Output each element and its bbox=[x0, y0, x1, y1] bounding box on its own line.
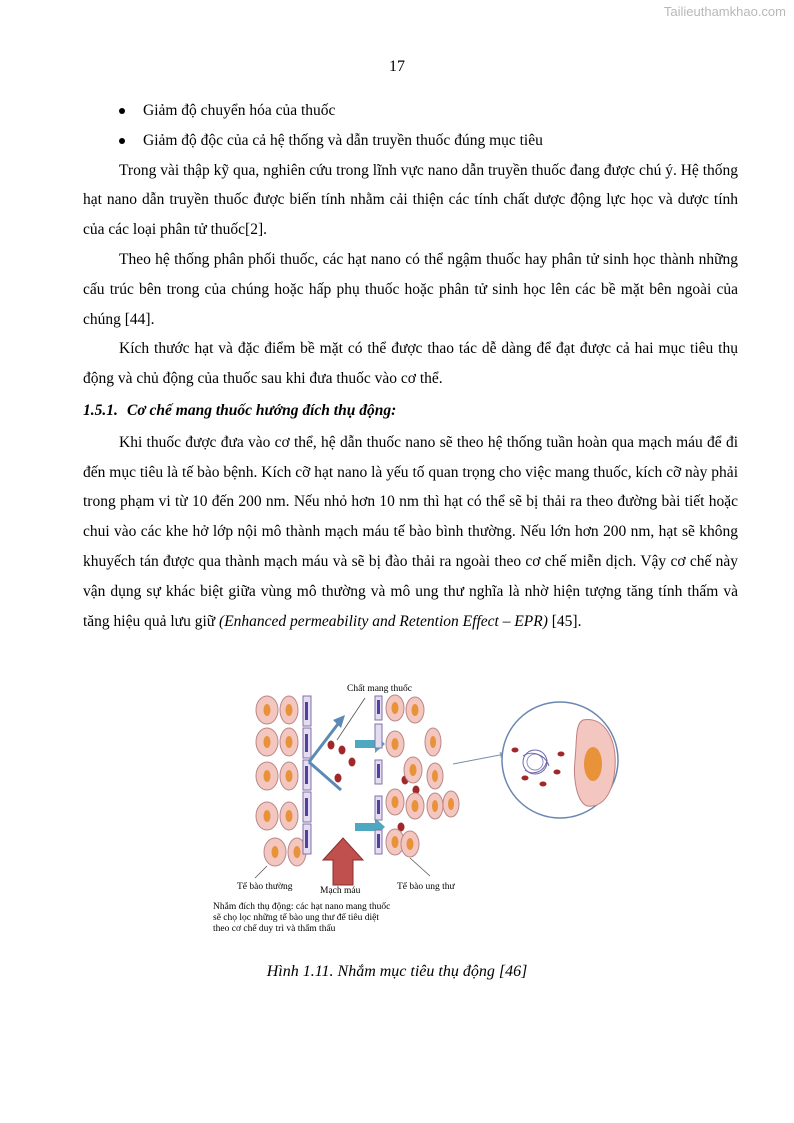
paragraph: Trong vài thập kỹ qua, nghiên cứu trong lĩnh vực nano dẫn truyền thuốc đang được chú ý. Hệ thống hạt nano dẫn truyền thuốc được biến tính nhằm cải thiện các tính chất dược động lực học và dược tính của các loại phân tử thuốc[2]. bbox=[83, 161, 738, 239]
paragraph: Kích thước hạt và đặc điểm bề mặt có thể được thao tác dễ dàng để đạt được cả hai mục tiêu thụ động và chủ động của thuốc sau khi đưa thuốc vào cơ thể. bbox=[83, 340, 738, 388]
paragraph: Theo hệ thống phân phối thuốc, các hạt nano có thể ngậm thuốc hay phân tử sinh học thành những cấu trúc bên trong của chúng hoặc hấp phụ thuốc hoặc phân tử sinh học lên các bề mặt bên ngoài của chúng [44]. bbox=[83, 250, 738, 328]
label-cancer-cell: Tế bào ung thư bbox=[397, 882, 455, 892]
paragraph-citation: [45]. bbox=[547, 612, 582, 630]
zoom-circle bbox=[502, 702, 618, 818]
bullet-item bbox=[83, 96, 738, 126]
label-drug-carrier: Chất mang thuốc bbox=[347, 684, 412, 694]
label-normal-cell: Tế bào thường bbox=[237, 882, 293, 892]
bullet-dot-icon bbox=[119, 138, 125, 144]
paragraph-text: Khi thuốc được đưa vào cơ thể, hệ dẫn thuốc nano sẽ theo hệ thống tuần hoàn qua mạch máu để đi đến mục tiêu là tế bào bệnh. Kích cỡ hạt nano là yếu tố quan trọng cho việc mang thuốc, kích cỡ này phải trong phạm vi từ 10 đến 200 nm. Nếu nhỏ hơn 10 nm thì hạt có thể sẽ bị thải ra theo đường bài tiết hoặc chui vào các khe hở lớp nội mô thành mạch máu tế bào bình thường. Nếu lớn hơn 200 nm, hạt sẽ không khuyếch tán được qua thành mạch máu và sẽ bị đào thải ra ngoài theo cơ chế miễn dịch. Vậy cơ chế này vận dụng sự khác biệt giữa vùng mô thường và mô ung thư nghĩa là nhờ hiện tượng tăng tính thấm và tăng hiệu quả lưu giữ bbox=[83, 433, 738, 630]
watermark: Tailieuthamkhao.com bbox=[663, 4, 786, 19]
section-title: Cơ chế mang thuốc hướng đích thụ động: bbox=[127, 401, 397, 419]
document-body bbox=[83, 96, 738, 636]
tumour-vessel-wall bbox=[375, 696, 382, 854]
blood-flow-arrow bbox=[323, 838, 363, 885]
figure-note-line: Nhắm đích thụ động: các hạt nano mang thuốc bbox=[213, 902, 391, 912]
figure-note-line: theo cơ chế duy trì và thẩm thấu bbox=[213, 924, 336, 934]
paragraph bbox=[83, 428, 738, 637]
bullet-dot-icon bbox=[119, 108, 125, 114]
figure-passive-targeting bbox=[205, 680, 630, 945]
bullet-text: Giảm độ độc của cả hệ thống và dẫn truyền thuốc đúng mục tiêu bbox=[143, 131, 543, 149]
nanoparticles bbox=[328, 741, 420, 832]
figure-note bbox=[213, 902, 390, 935]
bullet-text: Giảm độ chuyển hóa của thuốc bbox=[143, 102, 336, 119]
section-heading bbox=[83, 396, 738, 426]
normal-cells bbox=[256, 696, 306, 866]
figure-caption: Hình 1.11. Nhắm mục tiêu thụ động [46] bbox=[266, 963, 528, 980]
page-number: 17 bbox=[389, 58, 405, 75]
paragraph-italic-term: (Enhanced permeability and Retention Effect – EPR) bbox=[219, 612, 548, 630]
normal-vessel-wall bbox=[303, 696, 311, 854]
label-blood-vessel: Mạch máu bbox=[320, 886, 361, 896]
figure-note-line: sẽ chọ lọc những tế bào ung thư để tiêu diệt bbox=[213, 913, 379, 923]
cancer-cells bbox=[386, 695, 459, 857]
bullet-item bbox=[83, 126, 738, 156]
section-number: 1.5.1. bbox=[83, 401, 118, 419]
